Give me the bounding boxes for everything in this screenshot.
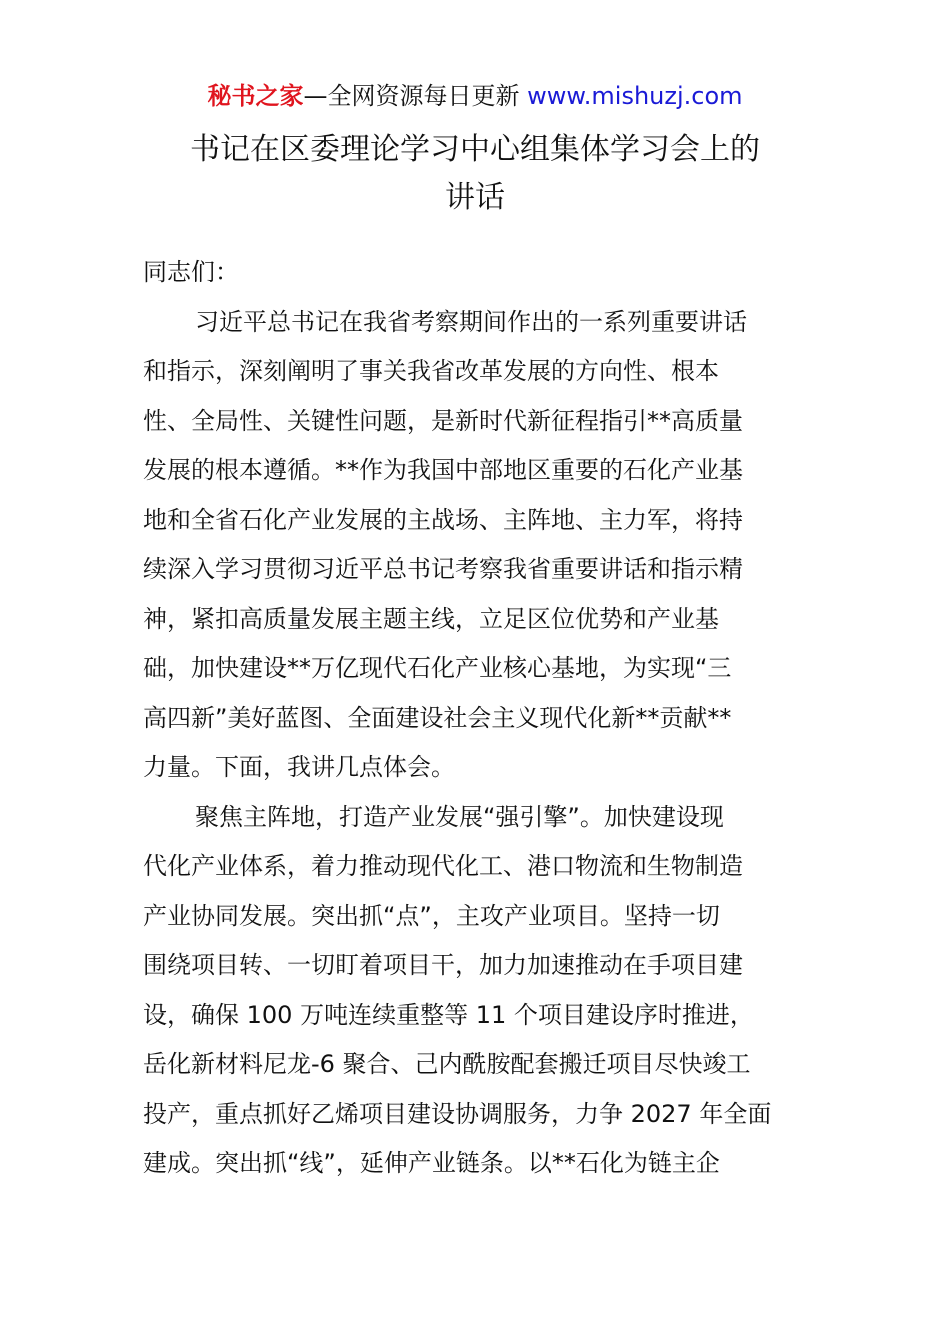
paragraph-line: 续深入学习贯彻习近平总书记考察我省重要讲话和指示精 [143, 555, 743, 583]
paragraph-line: 发展的根本遵循。**作为我国中部地区重要的石化产业基 [143, 456, 743, 484]
paragraph-line: 岳化新材料尼龙-6 聚合、己内酰胺配套搬迁项目尽快竣工 [143, 1050, 751, 1078]
brand-name: 秘书之家 [207, 82, 304, 110]
paragraph-line: 建成。突出抓“线”，延伸产业链条。以**石化为链主企 [143, 1149, 720, 1177]
paragraph-line: 围绕项目转、一切盯着项目干，加力加速推动在手项目建 [143, 951, 743, 979]
paragraph-line: 力量。下面，我讲几点体会。 [143, 753, 455, 781]
title-line-2: 讲话 [445, 180, 505, 215]
paragraph-line: 高四新”美好蓝图、全面建设社会主义现代化新**贡献** [143, 703, 732, 732]
paragraph-line: 产业协同发展。突出抓“点”，主攻产业项目。坚持一切 [143, 901, 720, 930]
paragraph-line: 神，紧扣高质量发展主题主线，立足区位优势和产业基 [143, 604, 719, 633]
paragraph-line: 地和全省石化产业发展的主战场、主阵地、主力军，将持 [143, 505, 743, 534]
paragraph-line: 性、全局性、关键性问题，是新时代新征程指引**高质量 [143, 406, 743, 435]
paragraph-line: 础，加快建设**万亿现代石化产业核心基地，为实现“三 [143, 654, 732, 682]
paragraph-line: 代化产业体系，着力推动现代化工、港口物流和生物制造 [143, 852, 743, 880]
salutation: 同志们： [143, 258, 239, 286]
document-body [143, 248, 809, 1189]
site-url-link[interactable]: www.mishuzj.com [527, 82, 743, 110]
paragraph-line: 投产，重点抓好乙烯项目建设协调服务，力争 2027 年全面 [143, 1099, 772, 1128]
header-tagline: —全网资源每日更新 [303, 82, 520, 110]
site-header [0, 80, 950, 112]
paragraph-line: 聚焦主阵地，打造产业发展“强引擎”。加快建设现 [195, 802, 724, 831]
paragraph-line: 设，确保 100 万吨连续重整等 11 个项目建设序时推进， [143, 1000, 754, 1029]
title-line-1: 书记在区委理论学习中心组集体学习会上的 [190, 132, 760, 167]
paragraph-line: 和指示，深刻阐明了事关我省改革发展的方向性、根本 [143, 357, 719, 385]
document-title [150, 126, 800, 222]
paragraph-line: 习近平总书记在我省考察期间作出的一系列重要讲话 [195, 307, 747, 336]
